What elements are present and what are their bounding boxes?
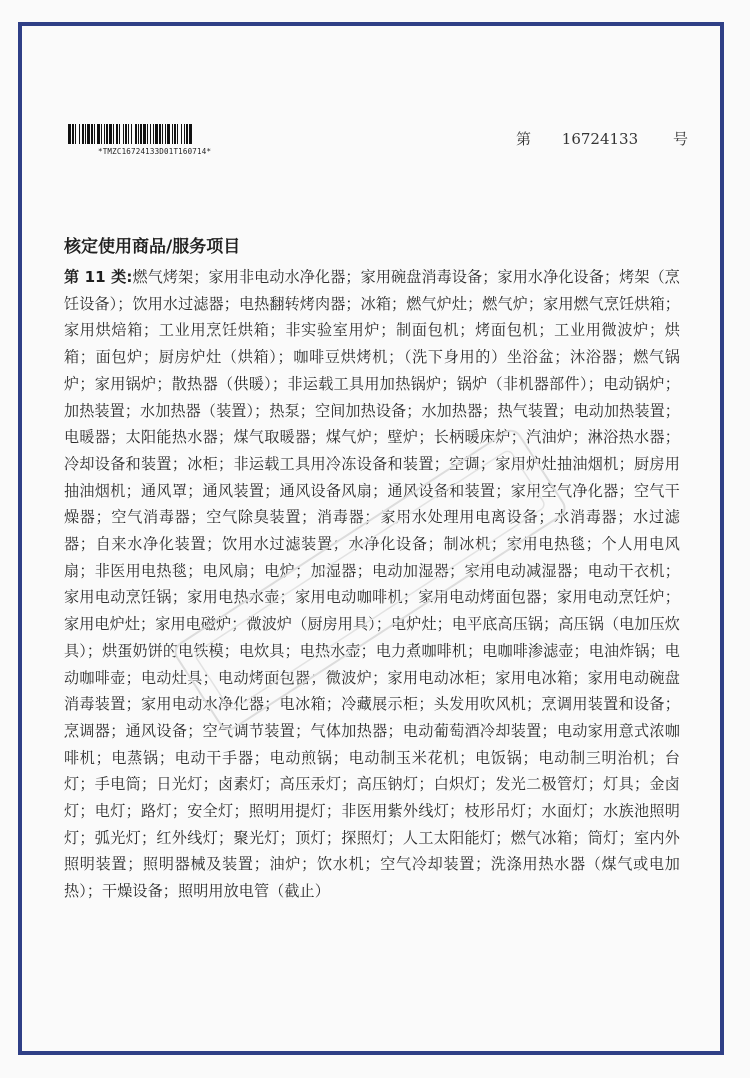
barcode-bar (153, 124, 154, 144)
barcode-bar (181, 124, 182, 144)
barcode-bar (72, 124, 74, 144)
barcode-bar (162, 124, 163, 144)
barcode-bar (125, 124, 127, 144)
goods-items-text: 燃气烤架；家用非电动水净化器；家用碗盘消毒设备；家用水净化设备；烤架（烹饪设备）；饮用水过滤器；电热翻转烤肉器；冰箱；燃气炉灶；燃气炉；家用燃气烹饪烘箱；家用烘焙箱；工业用烹饪烘箱；非实验室用炉；制面包机；烤面包机；工业用微波炉；烘箱；面包炉；厨房炉灶（烘箱）；咖啡豆烘烤机；（洗下身用的）坐浴盆；沐浴器；燃气锅炉；家用锅炉；散热器（供暖）；非运载工具用加热锅炉；锅炉（非机器部件）；电动锅炉；加热装置；水加热器（装置）；热泵；空间加热设备；水加热器；热气装置；电动加热装置；电暖器；太阳能热水器；煤气取暖器；煤气炉；壁炉；长柄暖床炉；汽油炉；淋浴热水器；冷却设备和装置；冰柜；非运载工具用冷冻设备和装置；空调；家用炉灶抽油烟机；厨房用抽油烟机；通风罩；通风装置；通风设备风扇；通风设备和装置；家用空气净化器；空气干燥器；空气消毒器；空气除臭装置；消毒器；家用水处理用电离设备；水消毒器；水过滤器；自来水净化装置；饮用水过滤装置；水净化设备；制冰机；家用电热毯；个人用电风扇；非医用电热毯；电风扇；电炉；加湿器；电动加湿器；家用电动减湿器；电动干衣机；家用电动烹饪锅；家用电热水壶；家用电动咖啡机；家用电动烤面包器；家用电动烹饪炉；家用电炉灶；家用电磁炉；微波炉（厨房用具）；电炉灶；电平底高压锅；高压锅（电加压炊具）；烘蛋奶饼的电铁模；电炊具；电热水壶；电力煮咖啡机；电咖啡渗滤壶；电油炸锅；电动咖啡壶；电动灶具；电动烤面包器；微波炉；家用电动冰柜；家用电冰箱；家用电动碗盘消毒装置；家用电动水净化器；电冰箱；冷藏展示柜；头发用吹风机；烹调用装置和设备；烹调器；通风设备；空气调节装置；气体加热器；电动葡萄酒冷却装置；电动家用意式浓咖啡机；电蒸锅；电动干手器；电动煎锅；电动制玉米花机；电饭锅；电动制三明治机；台灯；手电筒；日光灯；卤素灯；高压汞灯；高压钠灯；白炽灯；发光二极管灯；灯具；金卤灯；电灯；路灯；安全灯；照明用提灯；非医用紫外线灯；枝形吊灯；水面灯；水族池照明灯；弧光灯；红外线灯；聚光灯；顶灯；探照灯；人工太阳能灯；燃气冰箱；筒灯；室内外照明装置；照明器械及装置；油炉；饮水机；空气冷却装置；洗涤用热水器（煤气或电加热）；干燥设备；照明用放电管（截止） (64, 268, 680, 901)
barcode-bar (155, 124, 158, 144)
barcode-bar (184, 124, 185, 144)
barcode-bar (143, 124, 146, 144)
barcode-bar (116, 124, 118, 144)
barcode-bar (104, 124, 105, 144)
barcode-bar (113, 124, 114, 144)
barcode-bar (119, 124, 120, 144)
barcode-bar (135, 124, 137, 144)
barcode-bar (186, 124, 188, 144)
barcode-bar (167, 124, 170, 144)
barcode-bar (159, 124, 161, 144)
barcode-bar (106, 124, 108, 144)
barcode-bar (75, 124, 76, 144)
barcode-bar (109, 124, 112, 144)
barcode-bar (91, 124, 93, 144)
barcode-bar (82, 124, 84, 144)
barcode-bar (79, 124, 80, 144)
barcode-bar (138, 124, 139, 144)
goods-class-label: 第 11 类: (64, 268, 133, 286)
barcode-bar (123, 124, 124, 144)
registration-prefix: 第 (516, 130, 532, 148)
barcode-bar (140, 124, 142, 144)
barcode-image (68, 124, 254, 144)
barcode-bar (101, 124, 102, 144)
barcode-bar (128, 124, 129, 144)
barcode-bar (174, 124, 176, 144)
barcode-bar (165, 124, 166, 144)
barcode-bar (177, 124, 178, 144)
barcode-bar (85, 124, 86, 144)
barcode-block (68, 124, 258, 156)
barcode-bar (189, 124, 192, 144)
barcode-bar (94, 124, 95, 144)
barcode-caption: *TMZC16724133D01T160714* (98, 147, 212, 156)
registration-number (516, 128, 688, 149)
barcode-bar (131, 124, 132, 144)
registration-suffix: 号 (672, 130, 688, 148)
section-title: 核定使用商品/服务项目 (64, 237, 241, 257)
barcode-bar (150, 124, 151, 144)
barcode-bar (97, 124, 100, 144)
barcode-bar (172, 124, 173, 144)
registration-number-value: 16724133 (561, 130, 639, 148)
barcode-bar (147, 124, 148, 144)
barcode-bar (68, 124, 71, 144)
goods-list-paragraph (64, 264, 680, 905)
barcode-bar (87, 124, 90, 144)
